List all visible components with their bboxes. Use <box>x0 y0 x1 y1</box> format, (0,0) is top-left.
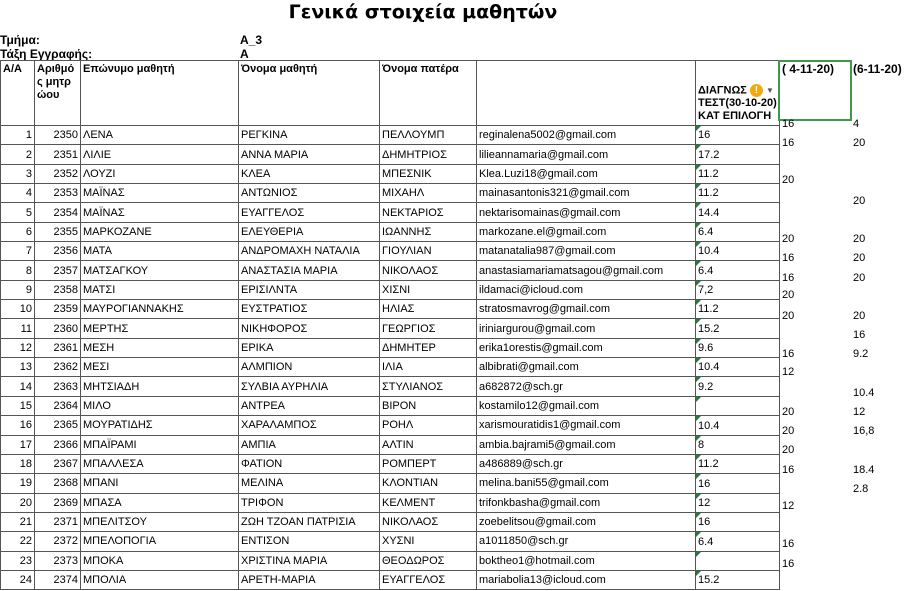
table-row <box>1 493 780 512</box>
cell-reg[interactable]: 2355 <box>35 222 81 241</box>
cell-diag[interactable]: 14.4 <box>696 203 780 222</box>
cell-surname[interactable]: ΜΑΥΡΟΓΙΑΝΝΑΚΗΣ <box>81 300 239 319</box>
cell-d4[interactable]: 20 <box>782 310 795 322</box>
cell-email[interactable]: trifonkbasha@gmail.com <box>477 493 696 512</box>
cell-father[interactable]: ΘΕΟΔΩΡΟΣ <box>380 551 477 570</box>
table-row <box>1 570 780 589</box>
cell-email[interactable]: markozane.el@gmail.com <box>477 222 696 241</box>
cell-aa[interactable]: 23 <box>1 551 35 570</box>
cell-email[interactable]: nektarisomainas@gmail.com <box>477 203 696 222</box>
cell-surname[interactable]: ΜΑΤΑ <box>81 242 239 261</box>
cell-reg[interactable]: 2358 <box>35 280 81 299</box>
cell-reg[interactable]: 2363 <box>35 377 81 396</box>
cell-father[interactable]: ΙΩΑΝΝΗΣ <box>380 222 477 241</box>
cell-email[interactable]: ildamaci@icloud.com <box>477 280 696 299</box>
cell-first[interactable]: ΑΡΕΤΗ-ΜΑΡΙΑ <box>239 570 380 589</box>
students-table <box>0 60 780 590</box>
cell-father[interactable]: ΔΗΜΗΤΡΙΟΣ <box>380 145 477 164</box>
cell-surname[interactable]: ΜΕΡΤΗΣ <box>81 319 239 338</box>
cell-aa[interactable]: 16 <box>1 416 35 435</box>
page-title: Γενικά στοιχεία μαθητών <box>288 1 558 23</box>
cell-first[interactable]: ΑΝΤΩΝΙΟΣ <box>239 184 380 203</box>
cell-reg[interactable]: 2367 <box>35 454 81 473</box>
cell-aa[interactable]: 15 <box>1 396 35 415</box>
cell-surname[interactable]: ΜΕΣΙ <box>81 358 239 377</box>
cell-email[interactable]: mainasantonis321@gmail.com <box>477 184 696 203</box>
cell-aa[interactable]: 2 <box>1 145 35 164</box>
cell-surname[interactable]: ΜΑΤΣΑΓΚΟΥ <box>81 261 239 280</box>
cell-diag[interactable] <box>696 396 780 415</box>
cell-email[interactable]: kostamilo12@gmail.com <box>477 396 696 415</box>
cell-father[interactable]: ΜΠΕΣΝΙΚ <box>380 164 477 183</box>
cell-surname[interactable]: ΛΟΥΖΙ <box>81 164 239 183</box>
cell-father[interactable]: ΧΥΣΝΙ <box>380 532 477 551</box>
cell-d4[interactable]: 20 <box>782 233 795 246</box>
cell-father[interactable]: ΠΕΛΛΟΥΜΠ <box>380 126 477 145</box>
cell-email[interactable]: a1011850@sch.gr <box>477 532 696 551</box>
cell-first[interactable]: ΑΝΔΡΟΜΑΧΗ ΝΑΤΑΛΙΑ <box>239 242 380 261</box>
cell-email[interactable]: albibrati@gmail.com <box>477 358 696 377</box>
header-diag-line1: ΔΙΑΓΝΩΣ <box>698 84 747 96</box>
cell-diag[interactable]: 10.4 <box>696 416 780 435</box>
cell-first[interactable]: ΜΕΛΙΝΑ <box>239 474 380 493</box>
cell-d4[interactable]: 16 <box>782 137 795 150</box>
cell-d6[interactable]: 20 <box>853 194 866 207</box>
cell-first[interactable]: ΕΥΣΤΡΑΤΙΟΣ <box>239 300 380 319</box>
cell-email[interactable]: a682872@sch.gr <box>477 377 696 396</box>
cell-email[interactable]: anastasiamariamatsagou@gmail.com <box>477 261 696 280</box>
chevron-down-icon[interactable]: ▼ <box>766 85 774 95</box>
header-reg-no[interactable] <box>35 61 81 126</box>
header-diag-line3: ΚΑΤ ΕΠΙΛΟΓΗ <box>698 110 772 122</box>
class-value[interactable]: Α_3 <box>240 33 263 47</box>
cell-aa[interactable]: 11 <box>1 319 35 338</box>
cell-father[interactable]: ΙΛΙΑ <box>380 358 477 377</box>
cell-surname[interactable]: ΜΑΡΚΟΖΑΝΕ <box>81 222 239 241</box>
cell-d6[interactable]: 16,8 <box>853 425 875 438</box>
table-row <box>1 454 780 473</box>
cell-d6[interactable]: 20 <box>853 233 866 246</box>
header-firstname[interactable]: Όνομα μαθητή <box>239 61 380 126</box>
cell-aa[interactable]: 10 <box>1 300 35 319</box>
cell-d4[interactable]: 12 <box>782 500 795 512</box>
header-4-11[interactable]: ( 4-11-20) <box>782 62 835 76</box>
cell-surname[interactable]: ΜΠΕΛΟΠΟΓΙΑ <box>81 532 239 551</box>
grade-value[interactable]: Α <box>240 47 249 61</box>
cell-first[interactable]: ΤΡΙΦΟΝ <box>239 493 380 512</box>
header-reg-no-text: Αριθμός μητρώου <box>37 63 75 101</box>
cell-surname[interactable]: ΜΕΣΗ <box>81 338 239 357</box>
table-row <box>1 242 780 261</box>
table-row <box>1 435 780 454</box>
cell-diag[interactable]: 11.2 <box>696 184 780 203</box>
cell-surname[interactable]: ΜΑΪΝΑΣ <box>81 184 239 203</box>
cell-d6[interactable]: 4 <box>853 118 860 130</box>
cell-aa[interactable]: 19 <box>1 474 35 493</box>
cell-surname[interactable]: ΛΕΝΑ <box>81 126 239 145</box>
cell-aa[interactable]: 8 <box>1 261 35 280</box>
grade-label: Τάξη Εγγραφής: <box>0 47 93 61</box>
cell-first[interactable]: ΑΝΝΑ ΜΑΡΙΑ <box>239 145 380 164</box>
table-row <box>1 222 780 241</box>
table-row <box>1 512 780 531</box>
cell-first[interactable]: ΣΥΛΒΙΑ ΑΥΡΗΛΙΑ <box>239 377 380 396</box>
cell-d6[interactable]: 18.4 <box>853 463 875 476</box>
cell-father[interactable]: ΕΥΑΓΓΕΛΟΣ <box>380 570 477 589</box>
header-father[interactable]: Όνομα πατέρα <box>380 61 477 126</box>
cell-aa[interactable]: 22 <box>1 532 35 551</box>
cell-reg[interactable]: 2371 <box>35 512 81 531</box>
cell-diag[interactable]: 8 <box>696 435 780 454</box>
cell-diag[interactable]: 6.4 <box>696 261 780 280</box>
cell-first[interactable]: ΕΥΑΓΓΕΛΟΣ <box>239 203 380 222</box>
cell-email[interactable]: melina.bani55@gmail.com <box>477 474 696 493</box>
cell-father[interactable]: ΝΙΚΟΛΑΟΣ <box>380 261 477 280</box>
cell-reg[interactable]: 2362 <box>35 358 81 377</box>
cell-email[interactable]: a486889@sch.gr <box>477 454 696 473</box>
table-row <box>1 532 780 551</box>
cell-diag[interactable]: 6.4 <box>696 222 780 241</box>
cell-father[interactable]: ΓΙΟΥΛΙΑΝ <box>380 242 477 261</box>
cell-selection[interactable] <box>778 60 852 121</box>
cell-reg[interactable]: 2365 <box>35 416 81 435</box>
cell-first[interactable]: ΕΡΙΣΙΛΝΤΑ <box>239 280 380 299</box>
table-row <box>1 377 780 396</box>
cell-surname[interactable]: ΜΠΑΝΙ <box>81 474 239 493</box>
table-row <box>1 126 780 145</box>
cell-reg[interactable]: 2356 <box>35 242 81 261</box>
cell-diag[interactable]: 10.4 <box>696 358 780 377</box>
cell-email[interactable]: xarismouratidis1@gmail.com <box>477 416 696 435</box>
cell-reg[interactable]: 2372 <box>35 532 81 551</box>
cell-aa[interactable]: 7 <box>1 242 35 261</box>
table-row <box>1 551 780 570</box>
cell-reg[interactable]: 2357 <box>35 261 81 280</box>
header-diag-line2: ΤΕΣΤ(30-10-20) <box>698 97 777 109</box>
table-row <box>1 416 780 435</box>
cell-email[interactable]: erika1orestis@gmail.com <box>477 338 696 357</box>
cell-father[interactable]: ΜΙΧΑΗΛ <box>380 184 477 203</box>
cell-aa[interactable]: 6 <box>1 222 35 241</box>
cell-d4[interactable]: 16 <box>782 252 795 265</box>
cell-reg[interactable]: 2374 <box>35 570 81 589</box>
cell-d4[interactable]: 16 <box>782 271 795 284</box>
cell-first[interactable]: ΕΝΤΙΣΟΝ <box>239 532 380 551</box>
cell-first[interactable]: ΖΩΗ ΤΖΟΑΝ ΠΑΤΡΙΣΙΑ <box>239 512 380 531</box>
table-row <box>1 300 780 319</box>
cell-surname[interactable]: ΜΠΑΪΡΑΜΙ <box>81 435 239 454</box>
cell-d4[interactable]: 20 <box>782 288 795 301</box>
warning-icon[interactable]: ! <box>750 84 763 97</box>
cell-email[interactable]: Klea.Luzi18@gmail.com <box>477 164 696 183</box>
header-6-11[interactable]: (6-11-20) <box>853 62 902 76</box>
cell-d4[interactable]: 16 <box>782 118 795 130</box>
cell-aa[interactable]: 4 <box>1 184 35 203</box>
cell-diag[interactable]: 10.4 <box>696 242 780 261</box>
cell-father[interactable]: ΚΕΛΜΕΝΤ <box>380 493 477 512</box>
cell-d4[interactable]: 20 <box>782 173 795 186</box>
table-row <box>1 261 780 280</box>
cell-email[interactable]: iriniargurou@gmail.com <box>477 319 696 338</box>
cell-d4[interactable]: 12 <box>782 365 795 378</box>
cell-aa[interactable]: 9 <box>1 280 35 299</box>
cell-aa[interactable]: 24 <box>1 570 35 589</box>
cell-first[interactable]: ΑΝΑΣΤΑΣΙΑ ΜΑΡΙΑ <box>239 261 380 280</box>
cell-first[interactable]: ΡΕΓΚΙΝΑ <box>239 126 380 145</box>
cell-email[interactable]: stratosmavrog@gmail.com <box>477 300 696 319</box>
cell-reg[interactable]: 2369 <box>35 493 81 512</box>
cell-surname[interactable]: ΜΠΑΣΑ <box>81 493 239 512</box>
cell-email[interactable]: lilieannamaria@gmail.com <box>477 145 696 164</box>
cell-father[interactable]: ΝΕΚΤΑΡΙΟΣ <box>380 203 477 222</box>
cell-diag[interactable]: 16 <box>696 126 780 145</box>
table-row <box>1 145 780 164</box>
cell-reg[interactable]: 2366 <box>35 435 81 454</box>
table-row <box>1 474 780 493</box>
cell-surname[interactable]: ΜΠΑΛΛΕΣΑ <box>81 454 239 473</box>
table-row <box>1 358 780 377</box>
cell-first[interactable]: ΕΛΕΥΘΕΡΙΑ <box>239 222 380 241</box>
cell-diag[interactable]: 12 <box>696 493 780 512</box>
cell-first[interactable]: ΦΑΤΙΟΝ <box>239 454 380 473</box>
cell-aa[interactable]: 21 <box>1 512 35 531</box>
cell-diag[interactable]: 9.2 <box>696 377 780 396</box>
header-row <box>1 61 780 126</box>
cell-reg[interactable]: 2351 <box>35 145 81 164</box>
cell-d4[interactable]: 16 <box>782 557 795 570</box>
cell-reg[interactable]: 2354 <box>35 203 81 222</box>
header-aa[interactable]: Α/Α <box>1 61 35 126</box>
cell-first[interactable]: ΧΑΡΑΛΑΜΠΟΣ <box>239 416 380 435</box>
cell-father[interactable]: ΡΟΗΛ <box>380 416 477 435</box>
cell-father[interactable]: ΧΙΣΝΙ <box>380 280 477 299</box>
header-diag[interactable] <box>696 61 780 126</box>
cell-first[interactable]: ΧΡΙΣΤΙΝΑ ΜΑΡΙΑ <box>239 551 380 570</box>
cell-aa[interactable]: 3 <box>1 164 35 183</box>
cell-d6[interactable]: 9.2 <box>853 348 869 361</box>
cell-surname[interactable]: ΜΠΕΛΙΤΣΟΥ <box>81 512 239 531</box>
cell-diag[interactable]: 11.2 <box>696 454 780 473</box>
cell-diag[interactable]: 17.2 <box>696 145 780 164</box>
cell-email[interactable]: boktheo1@hotmail.com <box>477 551 696 570</box>
cell-diag[interactable]: 7,2 <box>696 280 780 299</box>
cell-reg[interactable]: 2352 <box>35 164 81 183</box>
cell-surname[interactable]: ΛΙΛΙΕ <box>81 145 239 164</box>
table-row <box>1 280 780 299</box>
cell-email[interactable]: matanatalia987@gmail.com <box>477 242 696 261</box>
cell-father[interactable]: ΔΗΜΗΤΕΡ <box>380 338 477 357</box>
cell-aa[interactable]: 13 <box>1 358 35 377</box>
cell-father[interactable]: ΝΙΚΟΛΑΟΣ <box>380 512 477 531</box>
cell-diag[interactable]: 6.4 <box>696 532 780 551</box>
class-label: Τμήμα: <box>0 33 40 47</box>
cell-surname[interactable]: ΜΙΛΟ <box>81 396 239 415</box>
table-row <box>1 184 780 203</box>
cell-father[interactable]: ΡΟΜΠΕΡΤ <box>380 454 477 473</box>
cell-diag[interactable]: 16 <box>696 512 780 531</box>
cell-d6[interactable]: 20 <box>853 137 866 150</box>
cell-reg[interactable]: 2359 <box>35 300 81 319</box>
cell-email[interactable]: mariabolia13@icloud.com <box>477 570 696 589</box>
cell-surname[interactable]: ΜΑΪΝΑΣ <box>81 203 239 222</box>
cell-first[interactable]: ΑΛΜΠΙΟΝ <box>239 358 380 377</box>
header-surname[interactable]: Επώνυμο μαθητή <box>81 61 239 126</box>
cell-d4[interactable]: 20 <box>782 406 795 418</box>
cell-diag[interactable] <box>696 551 780 570</box>
cell-d6[interactable]: 20 <box>853 252 866 265</box>
cell-father[interactable]: ΚΛΟΝΤΙΑΝ <box>380 474 477 493</box>
table-row <box>1 203 780 222</box>
cell-surname[interactable]: ΜΠΟΛΙΑ <box>81 570 239 589</box>
cell-father[interactable]: ΗΛΙΑΣ <box>380 300 477 319</box>
cell-first[interactable]: ΕΡΙΚΑ <box>239 338 380 357</box>
cell-diag[interactable]: 15.2 <box>696 570 780 589</box>
cell-reg[interactable]: 2364 <box>35 396 81 415</box>
table-row <box>1 338 780 357</box>
cell-reg[interactable]: 2368 <box>35 474 81 493</box>
cell-diag[interactable]: 9.6 <box>696 338 780 357</box>
cell-d4[interactable]: 16 <box>782 463 795 476</box>
cell-aa[interactable]: 12 <box>1 338 35 357</box>
cell-surname[interactable]: ΜΗΤΣΙΑΔΗ <box>81 377 239 396</box>
cell-first[interactable]: ΑΜΠΙΑ <box>239 435 380 454</box>
cell-d6[interactable]: 10.4 <box>853 386 875 399</box>
cell-d4[interactable]: 16 <box>782 538 795 551</box>
cell-father[interactable]: ΓΕΩΡΓΙΟΣ <box>380 319 477 338</box>
cell-d6[interactable]: 12 <box>853 406 866 418</box>
cell-father[interactable]: ΣΤΥΛΙΑΝΟΣ <box>380 377 477 396</box>
cell-first[interactable]: ΝΙΚΗΦΟΡΟΣ <box>239 319 380 338</box>
cell-first[interactable]: ΑΝΤΡΕΑ <box>239 396 380 415</box>
cell-surname[interactable]: ΜΟΥΡΑΤΙΔΗΣ <box>81 416 239 435</box>
cell-reg[interactable]: 2373 <box>35 551 81 570</box>
cell-d6[interactable]: 20 <box>853 271 866 284</box>
cell-first[interactable]: ΚΛΕΑ <box>239 164 380 183</box>
cell-surname[interactable]: ΜΠΟΚΑ <box>81 551 239 570</box>
cell-email[interactable]: reginalena5002@gmail.com <box>477 126 696 145</box>
cell-father[interactable]: ΑΛΤΙΝ <box>380 435 477 454</box>
cell-aa[interactable]: 1 <box>1 126 35 145</box>
cell-d6[interactable]: 20 <box>853 310 866 322</box>
table-row <box>1 396 780 415</box>
cell-d6[interactable]: 16 <box>853 329 866 342</box>
cell-father[interactable]: ΒΙΡΟΝ <box>380 396 477 415</box>
cell-aa[interactable]: 5 <box>1 203 35 222</box>
table-row <box>1 319 780 338</box>
cell-aa[interactable]: 17 <box>1 435 35 454</box>
cell-surname[interactable]: ΜΑΤΣΙ <box>81 280 239 299</box>
header-email[interactable] <box>477 61 696 126</box>
cell-diag[interactable]: 15.2 <box>696 319 780 338</box>
cell-d4[interactable]: 16 <box>782 348 795 361</box>
cell-d4[interactable]: 20 <box>782 444 795 457</box>
cell-diag[interactable]: 11.2 <box>696 300 780 319</box>
cell-reg[interactable]: 2353 <box>35 184 81 203</box>
cell-aa[interactable]: 14 <box>1 377 35 396</box>
table-row <box>1 164 780 183</box>
cell-email[interactable]: ambia.bajrami5@gmail.com <box>477 435 696 454</box>
cell-diag[interactable]: 11.2 <box>696 164 780 183</box>
cell-reg[interactable]: 2361 <box>35 338 81 357</box>
cell-aa[interactable]: 20 <box>1 493 35 512</box>
cell-diag[interactable]: 16 <box>696 474 780 493</box>
cell-reg[interactable]: 2350 <box>35 126 81 145</box>
cell-d6[interactable]: 2.8 <box>853 482 869 495</box>
cell-aa[interactable]: 18 <box>1 454 35 473</box>
cell-d4[interactable]: 20 <box>782 425 795 438</box>
cell-reg[interactable]: 2360 <box>35 319 81 338</box>
cell-email[interactable]: zoebelitsou@gmail.com <box>477 512 696 531</box>
